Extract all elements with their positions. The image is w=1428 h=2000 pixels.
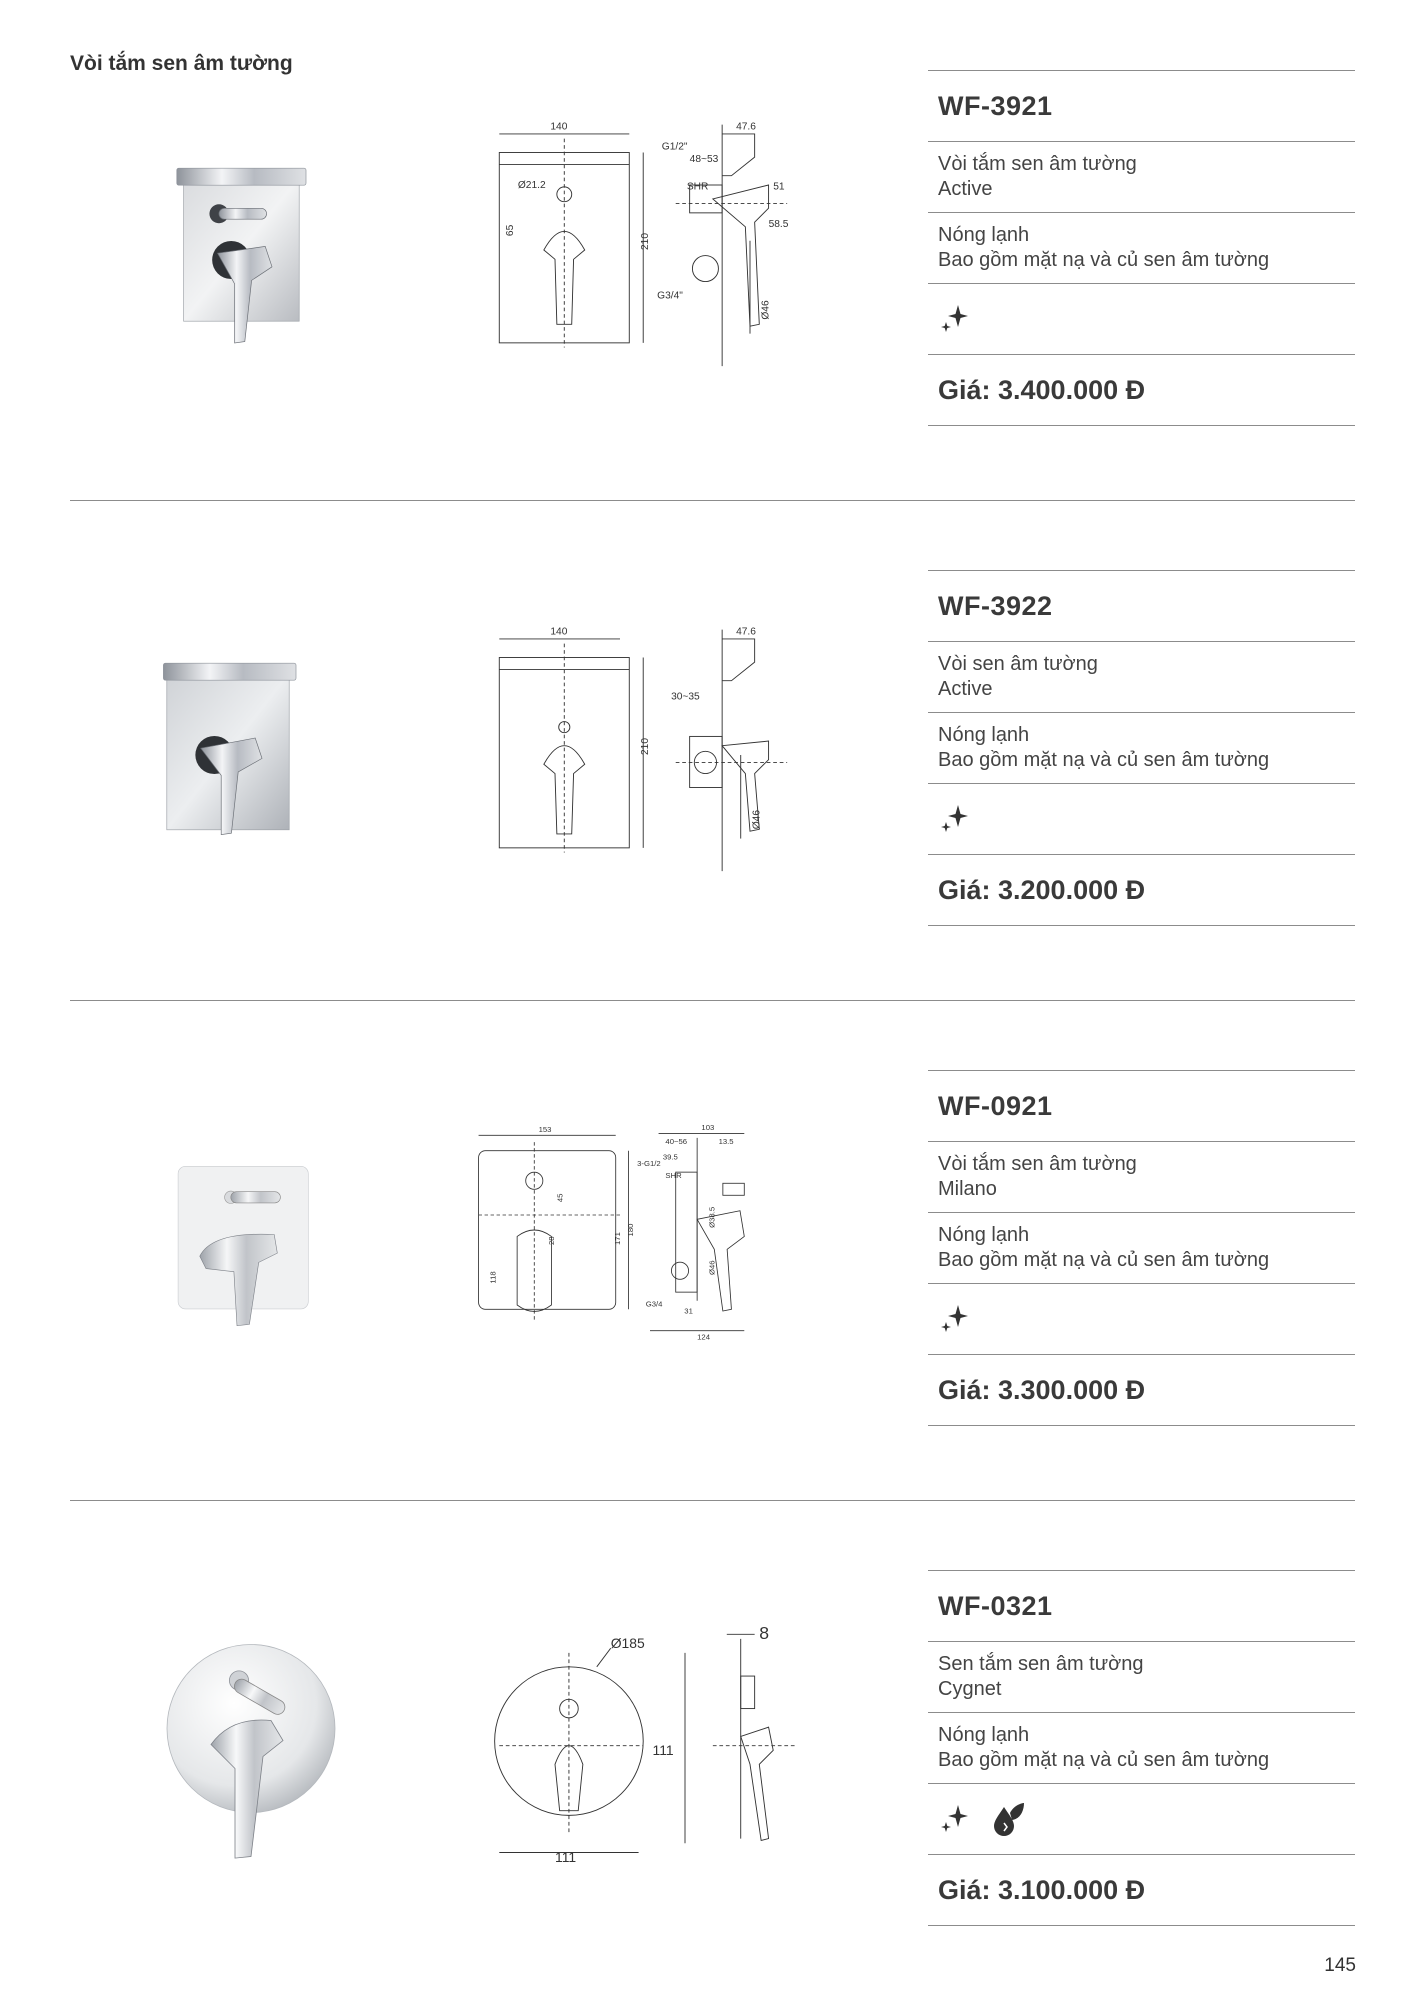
- product-info-wf-3922: [928, 570, 1355, 926]
- feature-included: Bao gồm mặt nạ và củ sen âm tường: [938, 749, 1270, 771]
- dim-thickness: 8: [759, 1622, 770, 1643]
- feature-icons: [928, 1284, 1355, 1354]
- sparkle-icon: [938, 1303, 970, 1335]
- technical-drawing: [470, 1120, 830, 1370]
- product-code: WF-3922: [938, 590, 1053, 621]
- dim-g: 13.5: [718, 1136, 734, 1146]
- dim-width: 153: [538, 1124, 552, 1134]
- product-series: Active: [938, 678, 993, 700]
- product-info-wf-3921: [928, 70, 1355, 426]
- dim-c: 171: [613, 1232, 622, 1245]
- product-info-wf-0321: [928, 1570, 1355, 1926]
- feature-included: Bao gồm mặt nạ và củ sen âm tường: [938, 249, 1270, 271]
- product-type: Vòi tắm sen âm tường: [938, 153, 1137, 175]
- product-price: Giá: 3.300.000 Đ: [938, 1374, 1146, 1405]
- feature-hot-cold: Nóng lạnh: [938, 1724, 1030, 1746]
- dim-height: 210: [639, 232, 651, 250]
- product-description: [928, 1142, 1355, 1212]
- product-description: [928, 642, 1355, 712]
- dim-height: 210: [639, 737, 651, 755]
- dim-plate-depth: 47.6: [736, 121, 756, 133]
- dim-b: 28: [547, 1236, 556, 1245]
- product-series: Cygnet: [938, 1678, 1002, 1700]
- dim-handle: 58.5: [768, 218, 789, 230]
- product-info-wf-0921: [928, 1070, 1355, 1426]
- dim-inlet: G1/2": [661, 141, 688, 153]
- product-code: WF-3921: [938, 90, 1053, 121]
- feature-icons: [928, 784, 1355, 854]
- dim-width: 140: [550, 121, 568, 133]
- dim-diameter: Ø185: [610, 1635, 645, 1652]
- dim-diameter: Ø21.2: [517, 179, 546, 191]
- dim-height: 180: [625, 1223, 635, 1237]
- dim-outlet: G3/4: [645, 1299, 663, 1309]
- dim-outlet: G3/4": [657, 290, 683, 302]
- sparkle-icon: [938, 1803, 970, 1835]
- feature-hot-cold: Nóng lạnh: [938, 724, 1030, 746]
- dim-n: 31: [684, 1306, 693, 1316]
- feature-included: Bao gồm mặt nạ và củ sen âm tường: [938, 1749, 1270, 1771]
- product-type: Vòi sen âm tường: [938, 653, 1098, 675]
- water-saving-icon: [990, 1801, 1026, 1837]
- dim-handle-dia: Ø46: [760, 300, 772, 320]
- feature-icons: [928, 284, 1355, 354]
- feature-included: Bao gồm mặt nạ và củ sen âm tường: [938, 1249, 1270, 1271]
- product-series: Active: [938, 178, 993, 200]
- dim-shr: SHR: [686, 181, 709, 193]
- dim-o: 124: [697, 1332, 711, 1342]
- page-number: 145: [1324, 1955, 1356, 1976]
- dim-offset: 65: [505, 224, 517, 237]
- product-series: Milano: [938, 1178, 997, 1200]
- product-type: Sen tắm sen âm tường: [938, 1653, 1144, 1675]
- product-price: Giá: 3.400.000 Đ: [938, 374, 1146, 405]
- dim-d: 118: [488, 1271, 498, 1284]
- technical-drawing: [490, 620, 880, 890]
- dim-width: 111: [555, 1848, 577, 1865]
- product-description: [928, 142, 1355, 212]
- product-price: Giá: 3.100.000 Đ: [938, 1874, 1146, 1905]
- dim-i: 39.5: [662, 1152, 678, 1162]
- dim-plate-depth: 47.6: [736, 626, 756, 638]
- product-code: WF-0321: [938, 1590, 1053, 1621]
- dim-depth-range: 30~35: [671, 691, 700, 703]
- product-price: Giá: 3.200.000 Đ: [938, 874, 1146, 905]
- product-photo: [155, 1625, 355, 1880]
- feature-hot-cold: Nóng lạnh: [938, 224, 1030, 246]
- dim-handle-dia: Ø46: [751, 809, 763, 830]
- dim-l: Ø46: [707, 1260, 717, 1275]
- product-description: [928, 1642, 1355, 1712]
- sparkle-icon: [938, 303, 970, 335]
- dim-f: 40~56: [665, 1136, 688, 1146]
- sparkle-icon: [938, 803, 970, 835]
- product-features: [928, 713, 1355, 783]
- feature-icons: [928, 1784, 1355, 1854]
- product-features: [928, 1713, 1355, 1783]
- dim-height: 111: [652, 1742, 674, 1758]
- product-photo: [170, 130, 340, 390]
- product-code: WF-0921: [938, 1090, 1053, 1121]
- page-title: Vòi tắm sen âm tường: [70, 52, 293, 75]
- product-photo: [175, 1125, 330, 1375]
- product-type: Vòi tắm sen âm tường: [938, 1153, 1137, 1175]
- feature-hot-cold: Nóng lạnh: [938, 1224, 1030, 1246]
- dim-k: Ø38.5: [707, 1206, 717, 1228]
- dim-e: 103: [701, 1123, 715, 1133]
- technical-drawing: [490, 1620, 880, 1890]
- dim-inlet: 3-G1/2: [637, 1159, 661, 1169]
- product-features: [928, 213, 1355, 283]
- dim-shr: SHR: [665, 1171, 682, 1181]
- product-photo: [160, 625, 330, 885]
- dim-spout: 51: [773, 181, 785, 193]
- dim-depth-range: 48~53: [689, 153, 719, 165]
- dim-width: 140: [550, 626, 568, 638]
- dim-a: 45: [555, 1193, 565, 1203]
- product-features: [928, 1213, 1355, 1283]
- technical-drawing: [490, 115, 880, 385]
